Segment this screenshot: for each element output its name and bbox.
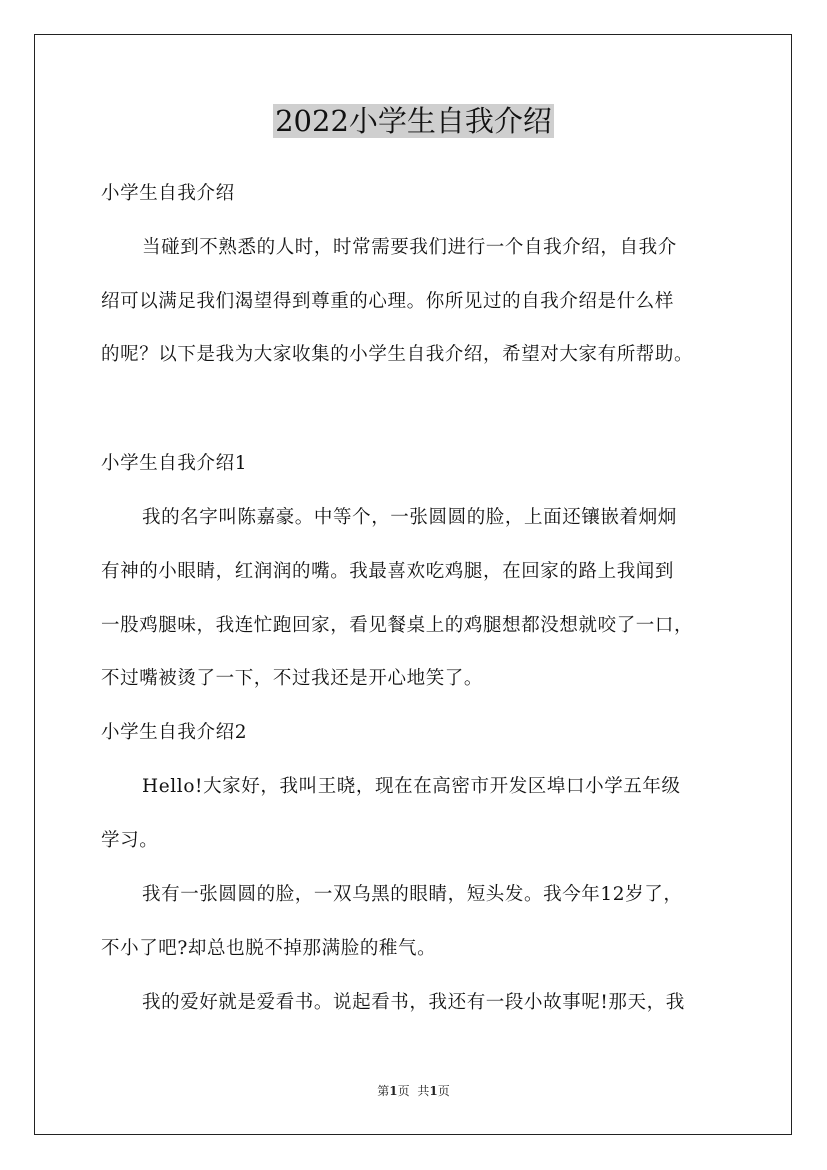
section2-p1-line-1: Hello!大家好，我叫王晓，现在在高密市开发区埠口小学五年级: [142, 776, 681, 797]
intro-line-1: 当碰到不熟悉的人时，时常需要我们进行一个自我介绍，自我介: [142, 237, 677, 258]
document-title-text: 2022小学生自我介绍: [275, 104, 552, 138]
intro-heading: 小学生自我介绍: [101, 183, 235, 204]
section1-line-4: 不过嘴被烫了一下，不过我还是开心地笑了。: [101, 668, 484, 689]
page-footer: [0, 1083, 827, 1099]
section2-p2-line-2: 不小了吧?却总也脱不掉那满脸的稚气。: [101, 938, 437, 959]
intro-line-3: 的呢？以下是我为大家收集的小学生自我介绍，希望对大家有所帮助。: [101, 344, 694, 365]
footer-page-number: 1: [389, 1084, 398, 1098]
section1-line-3: 一股鸡腿味，我连忙跑回家，看见餐桌上的鸡腿想都没想就咬了一口，: [101, 615, 694, 636]
footer-total-unit: 页: [437, 1084, 450, 1098]
footer-total-prefix: 共: [417, 1084, 430, 1098]
section1-line-2: 有神的小眼睛，红润润的嘴。我最喜欢吃鸡腿，在回家的路上我闻到: [101, 561, 675, 582]
footer-total-pages: 1: [429, 1084, 438, 1098]
section2-heading: 小学生自我介绍2: [101, 722, 248, 743]
section1-heading: 小学生自我介绍1: [101, 453, 248, 474]
footer-prefix: 第: [377, 1084, 390, 1098]
section1-line-1: 我的名字叫陈嘉豪。中等个，一张圆圆的脸，上面还镶嵌着炯炯: [142, 507, 677, 528]
document-title: [0, 101, 827, 141]
section2-p2-line-1: 我有一张圆圆的脸，一双乌黑的眼睛，短头发。我今年12岁了，: [142, 884, 683, 905]
intro-line-2: 绍可以满足我们渴望得到尊重的心理。你所见过的自我介绍是什么样: [101, 291, 675, 312]
section2-p3-line-1: 我的爱好就是爱看书。说起看书，我还有一段小故事呢!那天，我: [142, 992, 685, 1013]
section2-p1-line-2: 学习。: [101, 830, 159, 851]
footer-page-unit: 页: [397, 1084, 410, 1098]
